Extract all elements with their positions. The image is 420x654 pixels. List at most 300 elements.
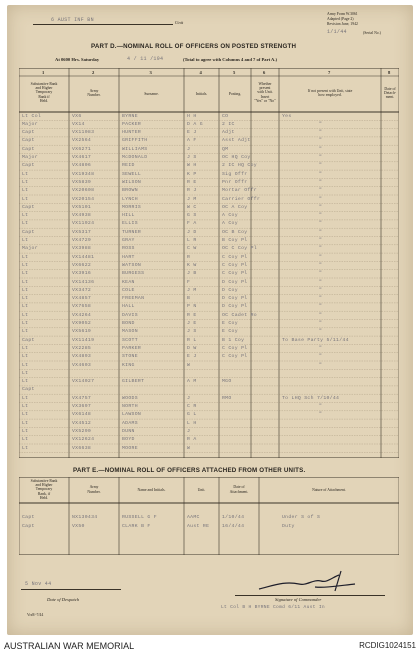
table-row [19, 172, 399, 180]
table-row [19, 412, 399, 420]
cell-rank: Capt [22, 146, 35, 152]
cell-posting: B Coy Pl [222, 238, 248, 243]
cell-rank: Lt [22, 238, 29, 243]
form-code: Vrs8/-7/44 [27, 613, 44, 617]
cell-rank: Major [22, 246, 38, 252]
cell-posting: A Coy [222, 221, 238, 227]
attached-header-6 [259, 488, 399, 492]
cell-employed: Yes [282, 113, 292, 119]
document-sheet [7, 5, 413, 635]
column-header-text: If not present with Unit, state [307, 89, 353, 93]
cell-surname: STONE [122, 354, 138, 360]
column-header-text: Held. [39, 99, 49, 104]
cell-rank: Major [22, 155, 38, 160]
cell-initials: A F [187, 138, 197, 144]
cell-initials: J S [187, 155, 197, 160]
cell-employed: " [319, 196, 323, 202]
cell-number: VX4893 [72, 354, 92, 360]
cell-employed: " [319, 229, 323, 235]
column-header-text: Detach- [383, 90, 396, 95]
table-row [19, 180, 399, 188]
cell-rank: Lt [22, 329, 29, 335]
attached-header-4 [184, 488, 219, 492]
cell-surname: FREEMAN [122, 296, 145, 302]
cell-number: VX4603 [72, 362, 92, 368]
cell-rank: Lt [22, 296, 29, 302]
signature-scrawl [255, 567, 365, 595]
cell-employed: To LHQ Sch 7/10/44 [282, 395, 340, 401]
cell-initials: W [187, 362, 191, 368]
cell-surname: HART [122, 254, 135, 260]
cell-number: VX4512 [72, 420, 92, 426]
cell-initials: J B [187, 271, 197, 277]
cell-posting: OC C Coy Pl [222, 246, 257, 252]
cell-surname: GILBERT [122, 379, 145, 385]
cell-number: VX5101 [72, 204, 92, 210]
cell-number: VX6148 [72, 412, 92, 418]
cell-number: VX4806 [72, 163, 92, 169]
cell-rank: Capt [22, 138, 35, 144]
attached-cell-name: CLARK B F [122, 524, 151, 529]
cell-posting: B 1 Coy [222, 337, 245, 343]
cell-employed: " [319, 146, 323, 152]
cell-surname: BOND [122, 321, 135, 326]
cell-surname: KEAN [122, 279, 135, 285]
cell-employed: " [319, 204, 323, 210]
cell-rank: Lt [22, 428, 29, 434]
cell-rank: Capt [22, 163, 35, 169]
column-header-text: Substantive Rank [30, 81, 58, 86]
cell-surname: REID [122, 163, 135, 169]
cell-posting: OC Cadet Ro [222, 312, 257, 318]
cell-rank: Lt [22, 420, 29, 426]
table-row [19, 371, 399, 379]
table-row [19, 221, 399, 229]
despatch-date: 5 Nov 44 [25, 581, 52, 587]
cell-posting: D Coy Pl [222, 279, 248, 285]
cell-surname: TURNER [122, 229, 142, 235]
cell-surname: WILLIAMS [122, 146, 148, 152]
cell-initials: R J [187, 188, 197, 194]
column-header-text: Date of [384, 86, 396, 91]
cell-surname: LAWSON [122, 412, 142, 418]
cell-number: VX3472 [72, 287, 92, 293]
cell-rank: Lt [22, 179, 29, 185]
cell-initials: J [187, 395, 191, 401]
attached-cell-rank: Capt [22, 524, 35, 529]
at-hours: At 0600 Hrs. Saturday [55, 57, 100, 62]
cell-number: VX7658 [72, 304, 92, 310]
cell-posting: E Coy [222, 329, 238, 335]
cell-posting: 2 IC [222, 121, 235, 127]
cell-number: VX4729 [72, 238, 92, 243]
cell-employed: " [319, 404, 323, 409]
cell-number: VX11419 [72, 337, 95, 343]
column-header-5 [219, 92, 251, 96]
cell-surname: NORTH [122, 404, 138, 409]
cell-surname: WOODS [122, 395, 138, 401]
cell-surname: DUNN [122, 428, 135, 434]
despatch-underline [21, 589, 121, 590]
cell-number: VX5619 [72, 329, 92, 335]
cell-employed: To Base Party 5/11/44 [282, 337, 349, 343]
table-row [19, 338, 399, 346]
table-row [19, 329, 399, 337]
form-ref-2: Adapted (Page 2) [327, 17, 354, 21]
cell-number: VX5317 [72, 229, 92, 235]
cell-surname: ROSS [122, 246, 135, 252]
cell-number: VX4264 [72, 312, 92, 318]
cell-number: VX6 [72, 113, 82, 119]
attached-cell-number: VX50 [72, 524, 85, 529]
cell-posting: E Coy [222, 321, 238, 326]
column-header-7 [279, 89, 381, 98]
cell-surname: ADAMS [122, 420, 138, 426]
attached-header-text: Nature of Attachment. [312, 487, 346, 492]
cell-posting: QM [222, 146, 229, 152]
cell-posting: Carrier Offr [222, 196, 261, 202]
cell-initials: L R [187, 238, 197, 243]
table-row [19, 205, 399, 213]
cell-initials: F A [187, 221, 197, 227]
cell-number: VX11083 [72, 130, 95, 136]
cell-number: VX4617 [72, 155, 92, 160]
cell-rank: Capt [22, 130, 35, 136]
table-row [19, 255, 399, 263]
column-header-3 [119, 92, 184, 96]
table-row [19, 354, 399, 362]
attached-header-1 [19, 479, 69, 501]
cell-employed: " [319, 329, 323, 335]
cell-initials: W C [187, 204, 197, 210]
cell-initials: P N [187, 304, 197, 310]
attached-cell-unit: AAMC [187, 515, 200, 520]
attached-header-text: Name and Initials. [137, 487, 166, 492]
cell-posting: D Coy Pl [222, 304, 248, 310]
archive-id: RCDIG1024151 [359, 641, 416, 650]
attached-cell-nature: Duty [282, 524, 295, 529]
attached-cell-date: 16/4/44 [222, 524, 245, 529]
cell-surname: MASON [122, 329, 138, 335]
table-row [19, 263, 399, 271]
part-d-title: PART D.—NOMINAL ROLL OF OFFICERS ON POSTED STRENGTH [91, 43, 297, 50]
cell-surname: PARKER [122, 345, 142, 351]
cell-initials: J D [187, 229, 197, 235]
cell-rank: Lt [22, 412, 29, 418]
cell-employed: " [319, 238, 323, 243]
roll-date: 4 / 11 /194 [127, 56, 164, 62]
cell-employed: " [319, 138, 323, 144]
cell-employed: " [319, 362, 323, 368]
attached-header-text: Number. [87, 489, 101, 494]
cell-number: VX6638 [72, 445, 92, 451]
cell-surname: PACKER [122, 121, 142, 127]
cell-number: VX3697 [72, 404, 92, 409]
table-row [19, 421, 399, 429]
cell-number: VX14136 [72, 279, 95, 285]
cell-surname: ELLIS [122, 221, 138, 227]
cell-initials: B [187, 296, 191, 302]
column-header-text: Number. [87, 93, 101, 98]
attached-cell-rank: Capt [22, 515, 35, 520]
table-row [19, 163, 399, 171]
cell-employed: " [319, 246, 323, 252]
column-header-text: how employed. [318, 93, 342, 98]
cell-initials: G L [187, 412, 197, 418]
form-ref-3: Revision June, 1942 [327, 22, 358, 26]
cell-surname: HUNTER [122, 130, 142, 136]
signature-label: Signature of Commander [275, 597, 322, 602]
column-header-2 [69, 89, 119, 98]
cell-posting: Mortar Offr [222, 188, 257, 194]
cell-rank: Lt [22, 362, 29, 368]
table-row [19, 122, 399, 130]
cell-number: VX14481 [72, 254, 95, 260]
cell-number: VX2285 [72, 345, 92, 351]
cell-employed: " [319, 188, 323, 194]
cell-posting: C Coy Pl [222, 254, 248, 260]
cell-surname: MORRIS [122, 204, 142, 210]
column-header-text: "Yes" or "No" [254, 99, 276, 104]
cell-surname: GRAY [122, 238, 135, 243]
unit-label: Unit [175, 20, 184, 25]
cell-employed: " [319, 354, 323, 360]
table-row [19, 304, 399, 312]
cell-rank: Capt [22, 204, 35, 210]
cell-surname: McDONALD [122, 155, 148, 160]
cell-rank: Lt [22, 404, 29, 409]
cell-employed: " [319, 179, 323, 185]
cell-initials: R [187, 254, 191, 260]
table-row [19, 147, 399, 155]
cell-surname: GRIFFITH [122, 138, 148, 144]
cell-rank: Lt [22, 279, 29, 285]
attached-header-3 [119, 488, 184, 492]
cell-surname: WILSON [122, 179, 142, 185]
cell-rank: Lt [22, 321, 29, 326]
cell-rank: Capt [22, 229, 35, 235]
cell-number: VX6271 [72, 146, 92, 152]
column-number-6: 6 [263, 69, 266, 75]
cell-number: VX4938 [72, 213, 92, 219]
cell-rank: Lt [22, 196, 29, 202]
column-header-text: and Higher [35, 85, 53, 90]
cell-initials: J [187, 428, 191, 434]
note: (Total to agree with Columns 4 and 7 of Part A.) [183, 57, 278, 62]
cell-rank: Lt [22, 287, 29, 293]
cell-initials: J M [187, 287, 197, 293]
attached-header-text: and Higher [35, 482, 53, 487]
serial-label: (Serial No.) [363, 31, 381, 35]
cell-employed: " [319, 296, 323, 302]
attached-header-text: Army [89, 485, 99, 490]
column-header-6 [251, 82, 279, 104]
cell-employed: " [319, 321, 323, 326]
cell-rank: Lt [22, 354, 29, 360]
column-header-text: present [259, 85, 271, 90]
cell-surname: MOORE [122, 445, 138, 451]
column-header-text: with Unit. [257, 90, 273, 95]
cell-surname: BOYD [122, 437, 135, 443]
cell-surname: HALL [122, 304, 135, 310]
cell-employed: " [319, 221, 323, 227]
cell-initials: F [187, 279, 191, 285]
column-header-8 [381, 87, 399, 100]
column-header-text: Posting. [228, 91, 242, 96]
attached-header-2 [69, 485, 119, 494]
cell-rank: Lt [22, 445, 29, 451]
cell-initials: R E [187, 179, 197, 185]
table-row [19, 138, 399, 146]
column-header-text: Army [89, 89, 99, 93]
cell-initials: J S [187, 329, 197, 335]
attached-table [19, 477, 399, 555]
table-row [19, 197, 399, 205]
cell-employed: " [319, 262, 323, 268]
attached-header-text: Attachment. [229, 489, 249, 494]
attached-header-5 [219, 485, 259, 494]
cell-initials: J [187, 146, 191, 152]
column-number-8: 8 [388, 69, 391, 75]
cell-posting: OC A Coy [222, 204, 248, 210]
table-row [19, 246, 399, 254]
table-row [19, 346, 399, 354]
cell-number: VX3916 [72, 271, 92, 277]
part-e-title: PART E.—NOMINAL ROLL OF OFFICERS ATTACHED FROM OTHER UNITS. [73, 467, 306, 474]
cell-initials: J M [187, 196, 197, 202]
cell-rank: Lt [22, 213, 29, 219]
despatch-label: Date of Despatch [47, 597, 80, 602]
cell-surname: LYNCH [122, 196, 138, 202]
table-row [19, 379, 399, 387]
cell-posting: C Coy Pl [222, 271, 248, 277]
cell-employed: " [319, 130, 323, 136]
column-number-7: 7 [328, 69, 331, 75]
cell-rank: Lt [22, 379, 29, 385]
cell-rank: Lt [22, 254, 29, 260]
table-row [19, 363, 399, 371]
cell-rank: Lt [22, 345, 29, 351]
table-row [19, 230, 399, 238]
cell-posting: Pnr Offr [222, 179, 248, 185]
cell-rank: Capt [22, 387, 35, 393]
table-row [19, 313, 399, 321]
cell-rank: Lt [22, 304, 29, 310]
cell-number: VX19348 [72, 171, 95, 177]
cell-rank: Lt [22, 312, 29, 318]
column-header-text: Temporary [35, 90, 53, 95]
cell-number: VX11924 [72, 221, 95, 227]
cell-initials: C W [187, 246, 197, 252]
cell-surname: BYRNE [122, 113, 138, 119]
cell-employed: " [319, 213, 323, 219]
cell-surname: DAVIS [122, 312, 138, 318]
table-row [19, 446, 399, 454]
column-number-4: 4 [199, 69, 202, 75]
attached-header-text: Temporary [35, 487, 53, 492]
cell-rank: Lt [22, 395, 29, 401]
attached-header-text: Unit. [197, 487, 206, 492]
cell-posting: OC HQ Coy [222, 155, 251, 160]
table-row [19, 271, 399, 279]
table-row [19, 429, 399, 437]
cell-employed: " [319, 155, 323, 160]
cell-number: VX3988 [72, 246, 92, 252]
cell-employed: " [319, 312, 323, 318]
cell-initials: L H [187, 420, 197, 426]
table-row [19, 396, 399, 404]
cell-surname: HILL [122, 213, 135, 219]
cell-employed: " [319, 171, 323, 177]
unit-value: 6 AUST INF BN [51, 17, 94, 23]
cell-posting: RMO [222, 395, 232, 401]
attached-header-text: Held. [39, 496, 49, 501]
cell-posting: D Coy [222, 287, 238, 293]
table-row [19, 114, 399, 122]
attached-header-text: Substantive Rank [30, 478, 58, 483]
cell-surname: COLE [122, 287, 135, 293]
cell-employed: " [319, 121, 323, 127]
cell-number: VX2564 [72, 138, 92, 144]
cell-employed: " [319, 271, 323, 277]
cell-employed: " [319, 412, 323, 418]
column-header-4 [184, 92, 219, 96]
attached-header-text: Rank, if [37, 491, 51, 496]
archive-footer [0, 639, 420, 654]
cell-number: VX6622 [72, 262, 92, 268]
cell-rank: Lt [22, 262, 29, 268]
unit-underline [33, 24, 173, 25]
cell-posting: CO [222, 113, 229, 119]
cell-posting: OC B Coy [222, 229, 248, 235]
column-header-text: Initials. [195, 91, 208, 96]
attached-cell-name: RUSSELL G F [122, 515, 157, 520]
cell-initials: R A [187, 437, 197, 443]
cell-number: VX20608 [72, 188, 95, 194]
cell-employed: " [319, 345, 323, 351]
cell-surname: KING [122, 362, 135, 368]
column-header-1 [19, 82, 69, 104]
cell-posting: 2 IC HQ Coy [222, 163, 257, 169]
column-header-text: Surname. [144, 91, 159, 96]
attached-cell-unit: Aust RE [187, 524, 210, 529]
officers-table [19, 68, 399, 458]
cell-number: VX5290 [72, 428, 92, 434]
column-header-text: Rank if [38, 94, 50, 99]
signature-typed: Lt Col B H BYRNE Comd 6/11 Aust In [221, 605, 325, 610]
cell-posting: Adjt [222, 130, 235, 136]
cell-rank: Capt [22, 337, 35, 343]
cell-number: VX9052 [72, 321, 92, 326]
column-header-text: Whether [258, 81, 272, 86]
cell-initials: W [187, 445, 191, 451]
cell-rank: Lt [22, 221, 29, 227]
cell-employed: " [319, 163, 323, 169]
cell-initials: C R [187, 404, 197, 409]
attached-cell-nature: Under S of S [282, 515, 321, 520]
cell-posting: C Coy Pl [222, 354, 248, 360]
cell-initials: K W [187, 262, 197, 268]
cell-posting: C Coy Pl [222, 262, 248, 268]
archive-name: AUSTRALIAN WAR MEMORIAL [4, 641, 135, 651]
cell-number: VX14 [72, 121, 85, 127]
attached-cell-date: 1/10/44 [222, 515, 245, 520]
column-number-3: 3 [149, 69, 152, 75]
cell-posting: D Coy Pl [222, 296, 248, 302]
cell-number: VX12624 [72, 437, 95, 443]
cell-number: VX4757 [72, 395, 92, 401]
column-header-text: Insert [260, 94, 270, 99]
